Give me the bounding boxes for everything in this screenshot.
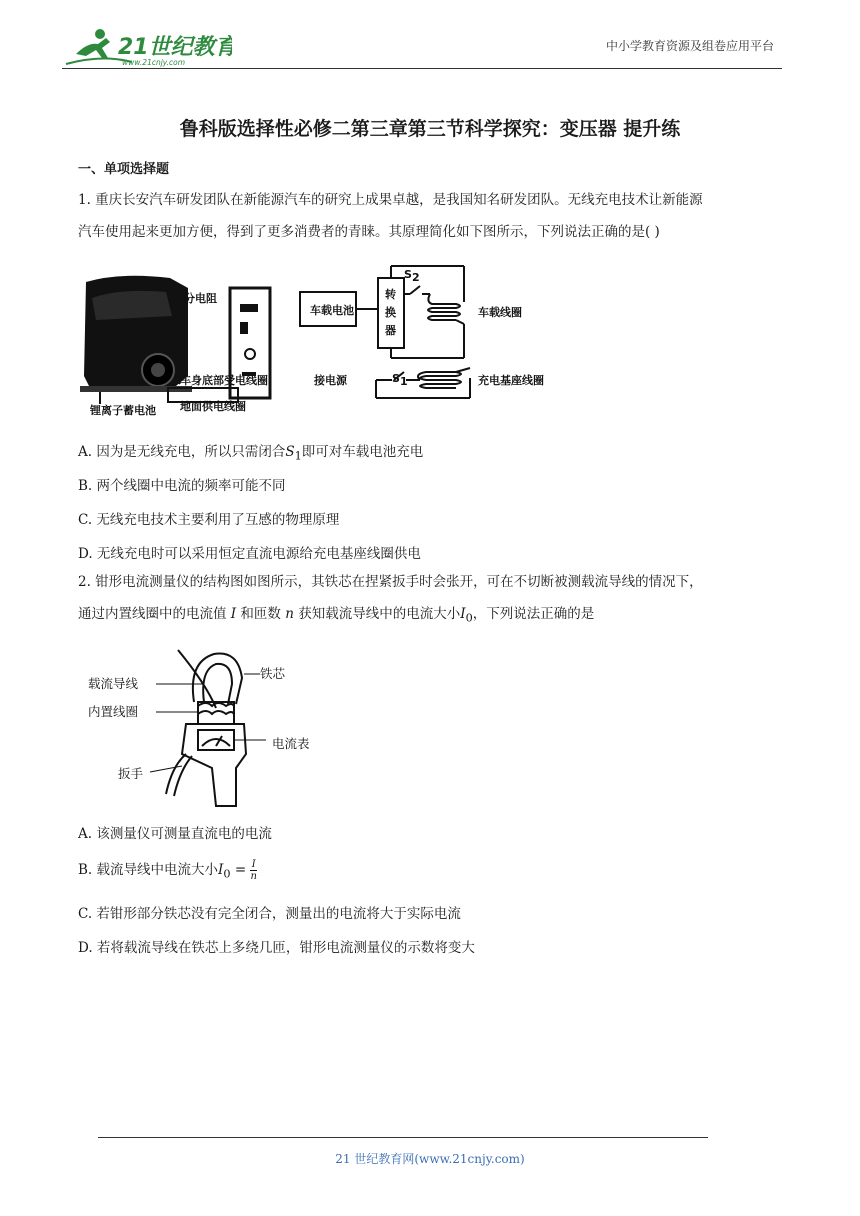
q2-stem [78,566,778,635]
page-title: 鲁科版选择性必修二第三章第三节科学探究：变压器 提升练 [179,118,681,140]
car-illustration [80,276,270,417]
q2-option-a[interactable]: A. 该测量仪可测量直流电的电流 [78,826,272,842]
q2-option-d[interactable]: D. 若将载流导线在铁芯上多绕几匝，钳形电流测量仪的示数将变大 [78,940,475,956]
label-ammeter: 电流表 [272,736,310,751]
q1-option-b[interactable]: B. 两个线圈中电流的频率可能不同 [78,478,286,494]
label-s1: S [392,372,400,385]
platform-name: 中小学教育资源及组卷应用平台 [605,39,774,53]
label-car-coil: 车身底部受电线圈 [180,374,268,387]
q2-option-b[interactable]: B. 载流导线中电流大小$I_0$ = $\frac{I}{n}$ [78,859,257,882]
label-wire: 载流导线 [88,676,139,691]
q1-stem [78,184,778,248]
label-inner-coil: 内置线圈 [88,704,139,719]
label-power: 接电源 [314,374,347,387]
q1-option-d[interactable]: D. 无线充电时可以采用恒定直流电源给充电基座线圈供电 [78,546,421,562]
site-logo [62,24,232,68]
label-resistor: 分电阻 [184,292,217,305]
label-battery: 锂离子蓄电池 [90,404,156,417]
label-converter-3: 器 [385,324,396,337]
fraction: $\frac{I}{n}$ [250,859,257,882]
header-divider [62,68,782,69]
q1-line2: 汽车使用起来更加方便，得到了更多消费者的青睐。其原理简化如下图所示，下列说法正确的是( ) [78,224,660,240]
label-s1-sub: 1 [400,375,408,388]
footer-divider [98,1137,708,1138]
label-converter-2: 换 [385,306,396,319]
label-s2: S [404,268,412,281]
label-handle: 扳手 [118,766,144,781]
q2-line2: 通过内置线圈中的电流值 I 和匝数 n 获知载流导线中的电流大小$I_0$，下列说法正确的是 [78,606,595,625]
label-iron-core: 铁芯 [260,666,286,681]
q1-option-c[interactable]: C. 无线充电技术主要利用了互感的物理原理 [78,512,340,528]
label-ground-coil: 地面供电线圈 [180,400,246,413]
q2-line1: 2. 钳形电流测量仪的结构图如图所示，其铁芯在捏紧扳手时会张开，可在不切断被测载流导线的情况下， [78,574,703,590]
q2-figure [86,644,336,813]
q1-figure [80,258,560,426]
label-base-coil: 充电基座线圈 [478,374,544,387]
label-s2-sub: 2 [412,271,420,284]
logo-url: www.21cnjy.com [122,58,186,67]
label-onboard-coil: 车载线圈 [478,306,522,319]
label-car-battery: 车载电池 [310,304,354,317]
q1-option-a[interactable]: A. 因为是无线充电，所以只需闭合$S_1$即可对车载电池充电 [78,444,424,463]
section-heading: 一、单项选择题 [78,162,170,177]
label-converter-1: 转 [385,288,396,301]
footer-text[interactable]: 21 世纪教育网(www.21cnjy.com) [335,1152,525,1166]
clamp-meter-diagram [150,650,266,806]
q1-line1: 1. 重庆长安汽车研发团队在新能源汽车的研究上成果卓越，是我国知名研发团队。无线充电技术让新能源 [78,192,703,208]
logo-text: 21世纪教育 [118,35,232,60]
q2-option-c[interactable]: C. 若钳形部分铁芯没有完全闭合，测量出的电流将大于实际电流 [78,906,461,922]
